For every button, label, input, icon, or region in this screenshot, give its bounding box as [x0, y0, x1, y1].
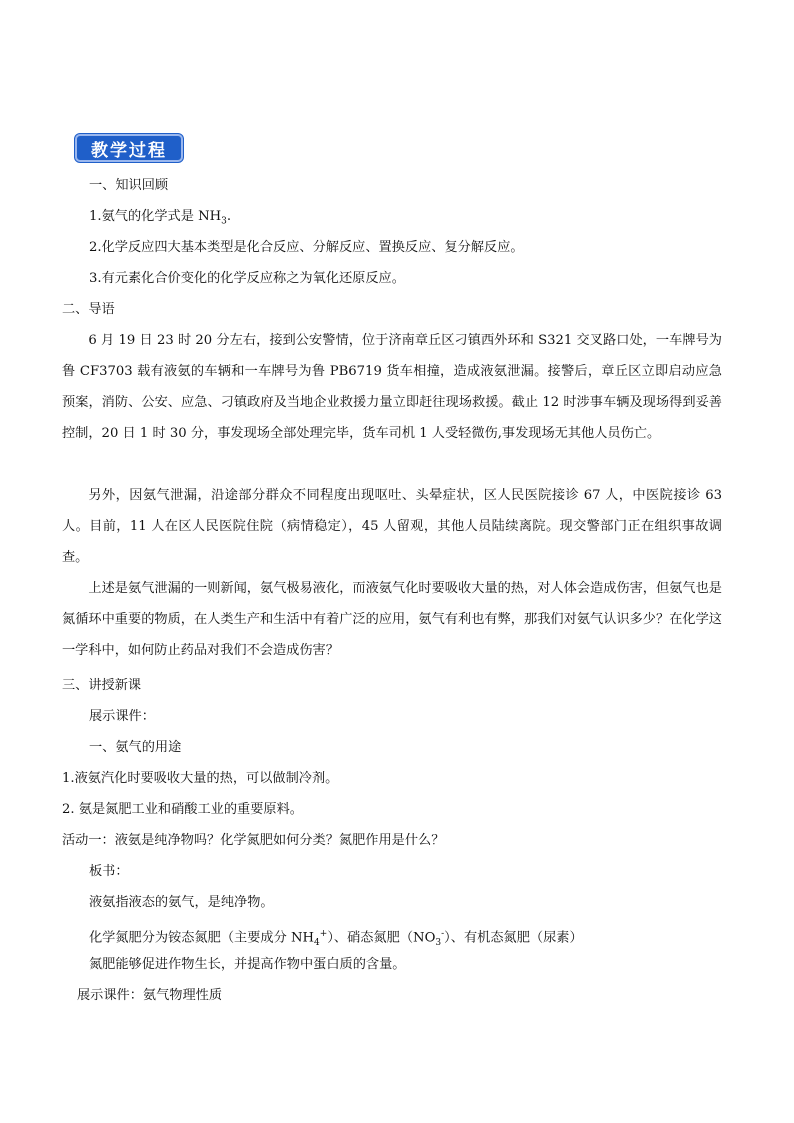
intro-paragraph-2: 另外，因氨气泄漏，沿途部分群众不同程度出现呕吐、头晕症状，区人民医院接诊 67 人，中医院接诊 63 人。目前，11 人在区人民医院住院（病情稳定），45 人留观，其他人员陆续离院。现交警部门正在组织事故调查。: [62, 488, 722, 565]
board-title: 板书：: [89, 864, 129, 879]
review-item-2: 2.化学反应四大基本类型是化合反应、分解反应、置换反应、复分解反应。: [89, 240, 524, 255]
use-item-2: 2. 氨是氮肥工业和硝酸工业的重要原料。: [62, 802, 303, 817]
use-item-1: 1.液氨汽化时要吸收大量的热，可以做制冷剂。: [62, 771, 339, 786]
nitrate-subscript: 3: [435, 938, 442, 949]
board-item-2: [89, 925, 583, 952]
review-title: 一、知识回顾: [89, 178, 169, 193]
review-item-3: 3.有元素化合价变化的化学反应称之为氧化还原反应。: [89, 271, 405, 286]
board-item-3: 氮肥能够促进作物生长，并提高作物中蛋白质的含量。: [89, 957, 406, 972]
uses-title: 一、氨气的用途: [89, 740, 182, 755]
board-item-2-part-a: 化学氮肥分为铵态氮肥（主要成分 NH: [89, 930, 315, 946]
ammonium-subscript: 4: [314, 938, 320, 949]
activity-question: 活动一：液氨是纯净物吗？化学氮肥如何分类？氮肥作用是什么？: [62, 833, 445, 848]
board-item-1: 液氨指液态的氨气，是纯净物。: [89, 895, 274, 910]
show-physical-properties: 展示课件：氨气物理性质: [77, 988, 223, 1003]
lesson-title: 三、讲授新课: [62, 678, 142, 693]
review-item-1: [89, 208, 231, 231]
section-heading-badge: 教学过程: [75, 134, 183, 162]
intro-paragraph-1: 6 月 19 日 23 时 20 分左右，接到公安警情，位于济南章丘区刁镇西外环和 S321 交叉路口处，一车牌号为鲁 CF3703 载有液氨的车辆和一车牌号为鲁 PB6719 货车相撞，造成液氨泄漏。接警后，章丘区立即启动应急预案，消防、公安、应急、刁镇政府及当地企业救援力量立即赶往现场救援。截止 12 时涉事车辆及现场得到妥善控制，20 日 1 时 30 分，事发现场全部处理完毕，货车司机 1 人受轻微伤,事发现场无其他人员伤亡。: [62, 333, 722, 441]
lesson-show-slides: 展示课件：: [89, 709, 155, 724]
review-item-1-end: .: [226, 209, 232, 224]
nitrate-superscript: -: [441, 929, 445, 939]
board-item-2-part-b: ）、硝态氮肥（NO: [327, 930, 436, 946]
intro-title: 二、导语: [62, 302, 115, 317]
review-item-1-subscript: 3: [221, 216, 227, 227]
ammonium-superscript: +: [319, 929, 328, 939]
board-item-2-part-c: ）、有机态氮肥（尿素）: [444, 930, 583, 946]
review-item-1-text: 1.氨气的化学式是 NH: [89, 209, 222, 224]
intro-paragraph-3: 上述是氨气泄漏的一则新闻，氨气极易液化，而液氨气化时要吸收大量的热，对人体会造成伤害，但氨气也是氮循环中重要的物质，在人类生产和生活中有着广泛的应用，氨气有利也有弊，那我们对氨气认识多少？在化学这一学科中，如何防止药品对我们不会造成伤害？: [62, 581, 722, 658]
